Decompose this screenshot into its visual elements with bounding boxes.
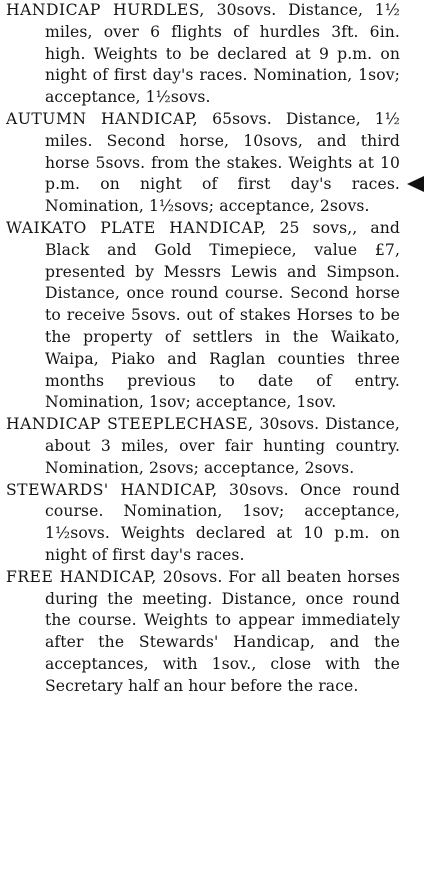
race-entry-handicap-hurdles (6, 0, 400, 109)
pointer-triangle-icon (407, 176, 424, 192)
race-details: 30sovs. Once round course. Nomination, 1sov; acceptance, 1½sovs. Weights declared at 10 p.m. on night of first day's races. (45, 480, 401, 564)
race-entry-stewards-handicap (6, 480, 400, 567)
race-name: WAIKATO PLATE HANDICAP, (6, 218, 267, 237)
race-program-column (6, 0, 400, 698)
race-entry-waikato-plate (6, 218, 400, 414)
race-entry-free-handicap (6, 567, 400, 698)
race-details: 30sovs. Distance, about 3 miles, over fair hunting country. Nomination, 2sovs; acceptance, 2sovs. (45, 415, 400, 477)
race-name: STEWARDS' HANDICAP, (6, 480, 218, 499)
race-name: HANDICAP STEEPLECHASE, (6, 415, 254, 434)
race-entry-steeplechase (6, 414, 400, 479)
race-name: HANDICAP HURDLES, (6, 1, 205, 19)
race-entry-autumn-handicap (6, 109, 400, 218)
race-details: 30sovs. Distance, 1½ miles, over 6 flights of hurdles 3ft. 6in. high. Weights to be declared at 9 p.m. on night of first day's races. Nomination, 1sov; acceptance, 1½sovs. (45, 1, 400, 107)
race-details: 25 sovs,, and Black and Gold Timepiece, value £7, presented by Messrs Lewis and Simpson. Distance, once round course. Second horse to receive 5sovs. out of stakes Horses to be the property of settlers in the Waikato, Waipa, Piako and Raglan counties three months previous to date of entry. Nomination, 1sov; acceptance, 1sov. (45, 218, 400, 412)
race-details: 20sovs. For all beaten horses during the meeting. Distance, once round the course. Weights to appear immediately after the Stewards' Handicap, and the acceptances, with 1sov., close with the Secretary half an hour before the race. (45, 567, 401, 695)
race-name: FREE HANDICAP, (6, 567, 157, 586)
race-name: AUTUMN HANDICAP, (6, 109, 199, 128)
race-details: 65sovs. Distance, 1½ miles. Second horse, 10sovs, and third horse 5sovs. from the stakes. Weights at 10 p.m. on night of first day's races. Nomination, 1½sovs; acceptance, 2sovs. (45, 109, 401, 216)
